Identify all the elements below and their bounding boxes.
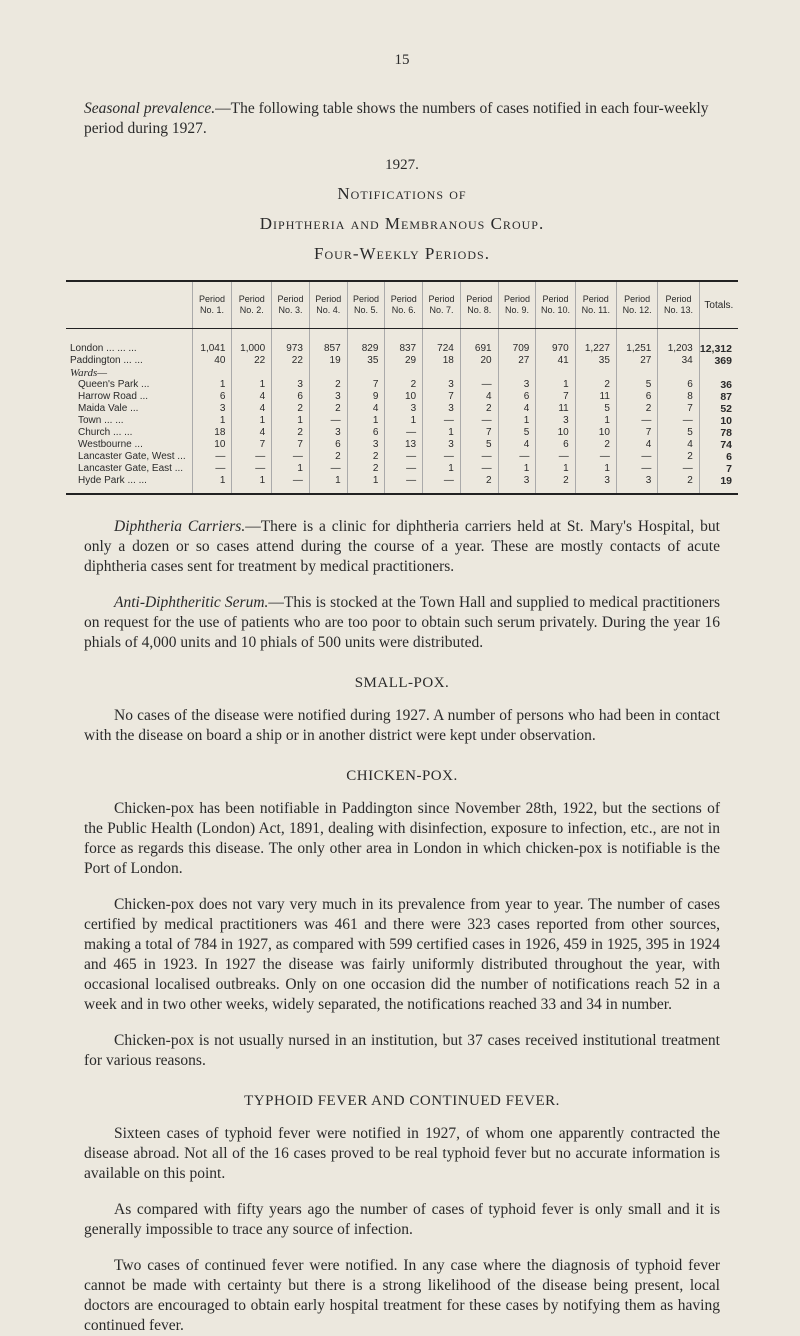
table-row [66, 439, 738, 451]
count-cell: 2 [460, 403, 498, 415]
count-cell: 2 [347, 463, 385, 475]
count-cell: 6 [309, 439, 347, 451]
count-cell: 3 [309, 427, 347, 439]
count-cell: 7 [658, 403, 699, 415]
row-label: Church ... ... [78, 427, 133, 438]
count-cell: 3 [423, 403, 461, 415]
count-cell: 709 [498, 329, 536, 356]
count-cell: 10 [385, 391, 423, 403]
count-cell: — [460, 415, 498, 427]
row-label: Queen's Park ... [78, 379, 150, 390]
row-label: Hyde Park ... ... [66, 475, 192, 494]
count-cell: 857 [309, 329, 347, 356]
count-cell: 7 [423, 391, 461, 403]
count-cell: 5 [616, 379, 657, 391]
count-cell: 35 [347, 355, 385, 367]
header-blank [66, 281, 192, 329]
table-row [66, 451, 738, 463]
count-cell: 27 [498, 355, 536, 367]
count-cell: 8 [658, 391, 699, 403]
count-cell: 5 [575, 403, 616, 415]
count-cell: 3 [498, 475, 536, 494]
empty-cell [309, 367, 347, 379]
header-cell: Period No. 9. [498, 281, 536, 329]
count-cell: 3 [272, 379, 310, 391]
wards-label: Wards— [70, 367, 108, 379]
header-cell: Period No. 12. [616, 281, 657, 329]
total-cell: 6 [699, 451, 738, 463]
row-label: Harrow Road ... [78, 391, 149, 402]
total-cell: 369 [699, 355, 738, 367]
notifications-table [66, 280, 738, 495]
count-cell: 1 [309, 475, 347, 494]
page-number: 15 [394, 52, 410, 68]
count-cell: 6 [536, 439, 575, 451]
total-cell: 19 [699, 475, 738, 494]
count-cell: 1 [536, 379, 575, 391]
count-cell: 22 [272, 355, 310, 367]
row-label: Lancaster Gate, West ... [78, 451, 186, 462]
count-cell: 19 [309, 355, 347, 367]
total-cell: 10 [699, 415, 738, 427]
count-cell: 11 [536, 403, 575, 415]
carriers-text: —There is a clinic for diphtheria carriers held at St. Mary's Hospital, but only a dozen or so cases attend during the course of a year. These are mostly contacts of acute diphtheria cases sent for treatment by medical practitioners. [84, 518, 720, 575]
count-cell: 1 [272, 415, 310, 427]
count-cell: — [192, 463, 232, 475]
count-cell: 34 [658, 355, 699, 367]
count-cell: 2 [385, 379, 423, 391]
count-cell: 5 [460, 439, 498, 451]
count-cell: 5 [658, 427, 699, 439]
count-cell: 18 [192, 427, 232, 439]
count-cell: 1 [347, 475, 385, 494]
chickenpox-paragraph-3: Chicken-pox is not usually nursed in an institution, but 37 cases received institutional treatment for various reasons. [84, 1032, 720, 1069]
header-cell: Period No. 3. [272, 281, 310, 329]
count-cell: — [498, 451, 536, 463]
count-cell: — [423, 415, 461, 427]
count-cell: — [423, 475, 461, 494]
header-cell: Period No. 11. [575, 281, 616, 329]
count-cell: 1,041 [192, 329, 232, 356]
row-label: Town ... ... [78, 415, 124, 426]
count-cell: 29 [385, 355, 423, 367]
count-cell: 5 [498, 427, 536, 439]
count-cell: 10 [192, 439, 232, 451]
count-cell: 3 [347, 439, 385, 451]
table-title-3: Four-Weekly Periods. [314, 244, 490, 263]
count-cell: 970 [536, 329, 575, 356]
table-title-1: Notifications of [337, 184, 467, 203]
count-cell: 18 [423, 355, 461, 367]
table-row [66, 379, 738, 391]
count-cell: 2 [309, 451, 347, 463]
count-cell: 4 [498, 439, 536, 451]
carriers-paragraph [84, 517, 720, 577]
empty-cell [385, 367, 423, 379]
count-cell: 20 [460, 355, 498, 367]
count-cell: 1 [575, 463, 616, 475]
count-cell: — [232, 463, 272, 475]
count-cell: 2 [347, 451, 385, 463]
count-cell: 3 [423, 439, 461, 451]
table-row [66, 427, 738, 439]
count-cell: 4 [232, 403, 272, 415]
count-cell: 2 [309, 403, 347, 415]
typhoid-paragraph-1: Sixteen cases of typhoid fever were notified in 1927, of whom one apparently contracted the disease abroad. Not all of the 16 cases proved to be real typhoid fever but no accurate information is available on this point. [84, 1125, 720, 1182]
count-cell: — [423, 451, 461, 463]
count-cell: 1 [192, 415, 232, 427]
total-cell: 74 [699, 439, 738, 451]
count-cell: 6 [658, 379, 699, 391]
count-cell: 1,000 [232, 329, 272, 356]
count-cell: 1 [385, 415, 423, 427]
count-cell: 41 [536, 355, 575, 367]
row-label: Paddington ... ... [70, 355, 143, 366]
table-row [66, 403, 738, 415]
count-cell: 1 [498, 463, 536, 475]
count-cell: 27 [616, 355, 657, 367]
count-cell: 6 [272, 391, 310, 403]
empty-cell [460, 367, 498, 379]
count-cell: — [658, 415, 699, 427]
count-cell: 2 [272, 403, 310, 415]
table-header-row [66, 281, 738, 329]
count-cell: — [616, 463, 657, 475]
empty-cell [232, 367, 272, 379]
count-cell: — [309, 415, 347, 427]
count-cell: 1,203 [658, 329, 699, 356]
count-cell: 3 [575, 475, 616, 494]
serum-lead: Anti-Diphtheritic Serum. [114, 594, 269, 611]
count-cell: 2 [658, 475, 699, 494]
empty-cell [272, 367, 310, 379]
count-cell: 3 [616, 475, 657, 494]
count-cell: 7 [272, 439, 310, 451]
intro-paragraph [84, 99, 720, 139]
count-cell: 7 [347, 379, 385, 391]
count-cell: 13 [385, 439, 423, 451]
header-cell: Period No. 5. [347, 281, 385, 329]
empty-cell [658, 367, 699, 379]
count-cell: 1,251 [616, 329, 657, 356]
count-cell: 7 [536, 391, 575, 403]
count-cell: 11 [575, 391, 616, 403]
row-label: London ... ... ... [70, 343, 137, 354]
header-cell: Period No. 7. [423, 281, 461, 329]
count-cell: 1 [192, 379, 232, 391]
count-cell: 4 [232, 427, 272, 439]
chickenpox-paragraph-2: Chicken-pox does not vary very much in its prevalence from year to year. The number of cases certified by medical practitioners was 461 and there were 323 cases reported from other sources, making a total of 784 in 1927, as compared with 599 certified cases in 1926, 459 in 1925, 395 in 1924 and 465 in 1923. In 1927 the disease was fairly uniformly distributed throughout the year, with occasional localised outbreaks. Only on one occasion did the number of notifications reach 52 in a week and in two other weeks, widely separated, the notifications reached 33 and 34 in number. [84, 896, 720, 1013]
count-cell: 691 [460, 329, 498, 356]
typhoid-paragraph-3: Two cases of continued fever were notified. In any case where the diagnosis of typhoid fever cannot be made with certainty but there is a strong likelihood of the disease being present, local doctors are encouraged to obtain early hospital treatment for these cases by notifying them as having continued fever. [84, 1257, 720, 1334]
count-cell: 2 [616, 403, 657, 415]
count-cell: 9 [347, 391, 385, 403]
table-row [66, 463, 738, 475]
count-cell: 1 [423, 427, 461, 439]
count-cell: 1 [536, 463, 575, 475]
count-cell: — [616, 415, 657, 427]
typhoid-heading: TYPHOID FEVER AND CONTINUED FEVER. [244, 1093, 560, 1109]
header-cell: Period No. 8. [460, 281, 498, 329]
total-cell: 87 [699, 391, 738, 403]
header-cell: Period No. 2. [232, 281, 272, 329]
count-cell: — [460, 379, 498, 391]
count-cell: 7 [460, 427, 498, 439]
count-cell: 6 [192, 391, 232, 403]
empty-cell [616, 367, 657, 379]
table-row [66, 475, 738, 494]
chickenpox-paragraph-1: Chicken-pox has been notifiable in Paddington since November 28th, 1922, but the sections of the Public Health (London) Act, 1891, dealing with disinfection, exposure to infection, etc., are not in force as regards this disease. The only other area in London in which chicken-pox is notifiable is the Port of London. [84, 800, 720, 877]
count-cell: 2 [536, 475, 575, 494]
count-cell: 1 [232, 475, 272, 494]
count-cell: 1 [232, 415, 272, 427]
count-cell: 7 [232, 439, 272, 451]
count-cell: 35 [575, 355, 616, 367]
count-cell: 3 [192, 403, 232, 415]
count-cell: 1,227 [575, 329, 616, 356]
empty-cell [536, 367, 575, 379]
smallpox-heading: SMALL-POX. [354, 675, 450, 691]
count-cell: 2 [460, 475, 498, 494]
serum-text: —This is stocked at the Town Hall and supplied to medical practitioners on request for the use of patients who are too poor to obtain such serum privately. During the year 16 phials of 4,000 units and 10 phials of 500 units were distributed. [84, 594, 720, 651]
table-body [66, 329, 738, 495]
header-cell: Period No. 1. [192, 281, 232, 329]
count-cell: — [575, 451, 616, 463]
table-row [66, 415, 738, 427]
header-cell: Period No. 10. [536, 281, 575, 329]
table-title-2: Diphtheria and Membranous Croup. [259, 214, 545, 233]
count-cell: 3 [423, 379, 461, 391]
count-cell: — [658, 463, 699, 475]
count-cell: 4 [347, 403, 385, 415]
table-row [66, 355, 738, 367]
empty-cell [347, 367, 385, 379]
serum-paragraph [84, 593, 720, 653]
count-cell: 3 [385, 403, 423, 415]
smallpox-paragraph: No cases of the disease were notified during 1927. A number of persons who had been in contact with the disease on board a ship or in another district were kept under observation. [84, 707, 720, 744]
count-cell: 40 [192, 355, 232, 367]
count-cell: 1 [575, 415, 616, 427]
count-cell: 3 [309, 391, 347, 403]
count-cell: 6 [498, 391, 536, 403]
count-cell: — [460, 451, 498, 463]
count-cell: 7 [616, 427, 657, 439]
count-cell: 6 [616, 391, 657, 403]
count-cell: — [192, 451, 232, 463]
empty-cell [699, 367, 738, 379]
count-cell: 1 [423, 463, 461, 475]
total-cell: 52 [699, 403, 738, 415]
row-label: Maida Vale ... [78, 403, 139, 414]
total-cell: 12,312 [699, 329, 738, 356]
intro-text: —The following table shows the numbers of cases notified in each four-weekly period during 1927. [84, 100, 709, 137]
count-cell: 4 [232, 391, 272, 403]
table-year: 1927. [385, 157, 419, 173]
count-cell: 6 [347, 427, 385, 439]
empty-cell [498, 367, 536, 379]
count-cell: 1 [272, 463, 310, 475]
carriers-lead: Diphtheria Carriers. [114, 518, 246, 535]
count-cell: — [616, 451, 657, 463]
count-cell: — [272, 451, 310, 463]
count-cell: 2 [272, 427, 310, 439]
count-cell: 10 [575, 427, 616, 439]
header-cell: Period No. 6. [385, 281, 423, 329]
count-cell: — [460, 463, 498, 475]
row-label: Lancaster Gate, East ... [78, 463, 184, 474]
typhoid-paragraph-2: As compared with fifty years ago the number of cases of typhoid fever is only small and it is generally impossible to trace any source of infection. [84, 1201, 720, 1238]
count-cell: 973 [272, 329, 310, 356]
count-cell: — [385, 463, 423, 475]
intro-lead: Seasonal prevalence. [84, 100, 216, 117]
count-cell: 10 [536, 427, 575, 439]
table-row [66, 391, 738, 403]
count-cell: 4 [616, 439, 657, 451]
row-label: Westbourne ... [78, 439, 143, 450]
total-cell: 78 [699, 427, 738, 439]
count-cell: 22 [232, 355, 272, 367]
empty-cell [575, 367, 616, 379]
count-cell: 837 [385, 329, 423, 356]
count-cell: — [309, 463, 347, 475]
count-cell: — [385, 427, 423, 439]
count-cell: — [232, 451, 272, 463]
count-cell: 829 [347, 329, 385, 356]
count-cell: 3 [536, 415, 575, 427]
count-cell: 4 [460, 391, 498, 403]
count-cell: 2 [658, 451, 699, 463]
count-cell: — [536, 451, 575, 463]
total-cell: 36 [699, 379, 738, 391]
total-cell: 7 [699, 463, 738, 475]
count-cell: 2 [575, 439, 616, 451]
table-row [66, 329, 738, 356]
count-cell: 4 [658, 439, 699, 451]
empty-cell [192, 367, 232, 379]
empty-cell [423, 367, 461, 379]
count-cell: 2 [309, 379, 347, 391]
count-cell: — [385, 451, 423, 463]
count-cell: 3 [498, 379, 536, 391]
header-cell: Period No. 13. [658, 281, 699, 329]
count-cell: — [385, 475, 423, 494]
count-cell: 1 [347, 415, 385, 427]
chickenpox-heading: CHICKEN-POX. [346, 768, 458, 784]
count-cell: 724 [423, 329, 461, 356]
header-totals: Totals. [699, 281, 738, 329]
count-cell: — [272, 475, 310, 494]
wards-label-row [66, 367, 738, 379]
header-cell: Period No. 4. [309, 281, 347, 329]
count-cell: 1 [498, 415, 536, 427]
count-cell: 1 [232, 379, 272, 391]
count-cell: 1 [192, 475, 232, 494]
count-cell: 4 [498, 403, 536, 415]
count-cell: 2 [575, 379, 616, 391]
